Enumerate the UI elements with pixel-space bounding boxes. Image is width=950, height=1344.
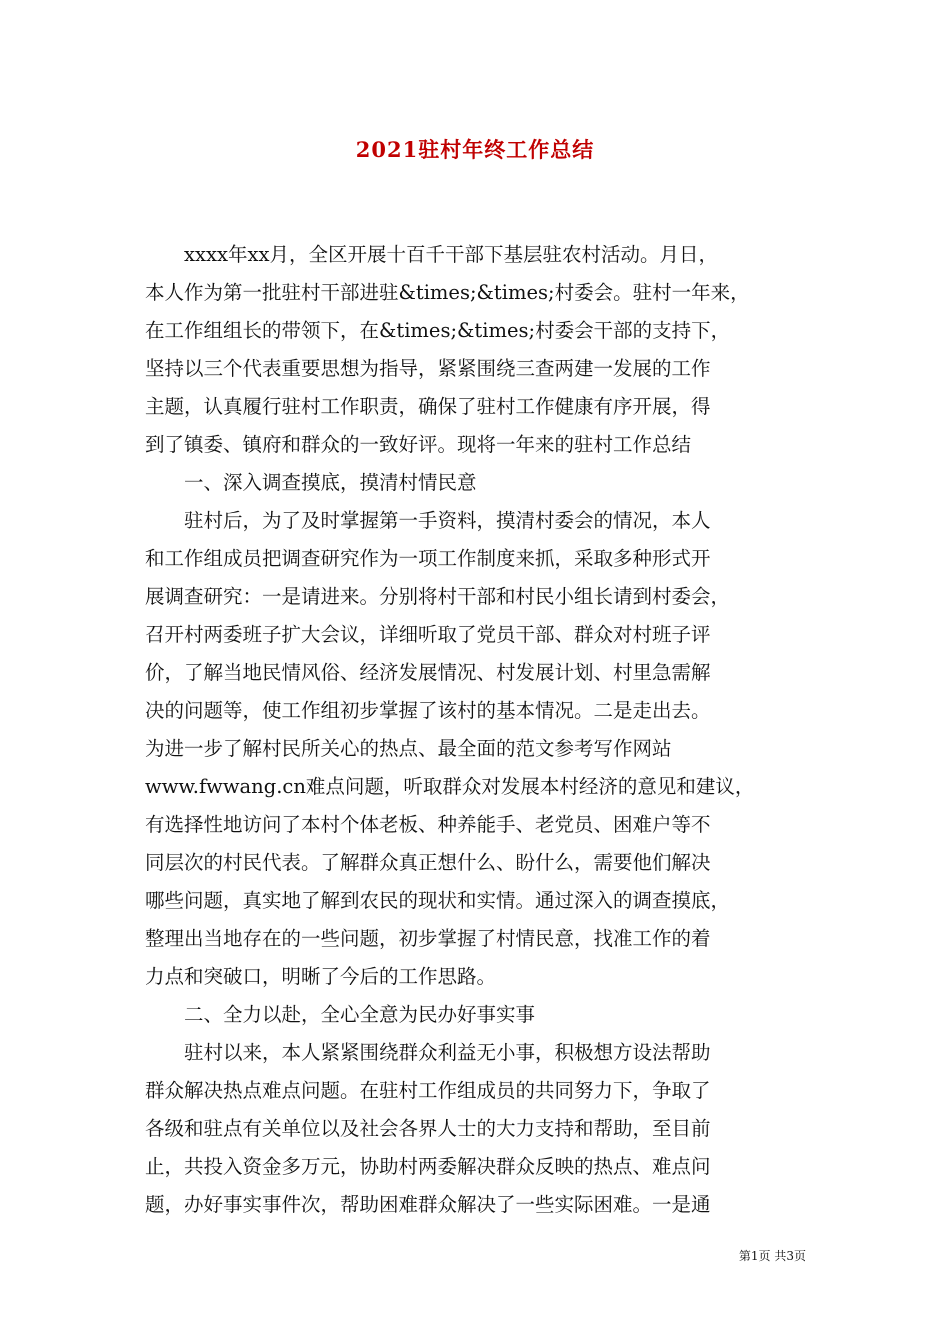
body-line: 坚持以三个代表重要思想为指导，紧紧围绕三查两建一发展的工作 xyxy=(145,357,711,380)
body-line: 价，了解当地民情风俗、经济发展情况、村发展计划、村里急需解 xyxy=(145,661,711,684)
body-line: 驻村以来，本人紧紧围绕群众利益无小事，积极想方设法帮助 xyxy=(145,1041,711,1064)
body-line: 群众解决热点难点问题。在驻村工作组成员的共同努力下，争取了 xyxy=(145,1079,711,1102)
body-line: xxxx年xx月，全区开展十百千干部下基层驻农村活动。月日， xyxy=(145,243,718,266)
body-line: www.fwwang.cn难点问题，听取群众对发展本村经济的意见和建议， xyxy=(145,775,755,798)
body-line: 到了镇委、镇府和群众的一致好评。现将一年来的驻村工作总结 xyxy=(145,433,692,456)
body-line: 同层次的村民代表。了解群众真正想什么、盼什么，需要他们解决 xyxy=(145,851,711,874)
body-line: 决的问题等，使工作组初步掌握了该村的基本情况。二是走出去。 xyxy=(145,699,711,722)
body-line: 本人作为第一批驻村干部进驻&times;&times;村委会。驻村一年来， xyxy=(145,281,750,304)
body-line: 整理出当地存在的一些问题，初步掌握了村情民意，找准工作的着 xyxy=(145,927,711,950)
body-line: 有选择性地访问了本村个体老板、种养能手、老党员、困难户等不 xyxy=(145,813,711,836)
body-line: 展调查研究：一是请进来。分别将村干部和村民小组长请到村委会， xyxy=(145,585,731,608)
body-line: 力点和突破口，明晰了今后的工作思路。 xyxy=(145,965,497,988)
body-line: 和工作组成员把调查研究作为一项工作制度来抓，采取多种形式开 xyxy=(145,547,711,570)
body-line: 在工作组组长的带领下，在&times;&times;村委会干部的支持下， xyxy=(145,319,731,342)
body-line: 各级和驻点有关单位以及社会各界人士的大力支持和帮助，至目前 xyxy=(145,1117,711,1140)
body-line: 主题，认真履行驻村工作职责，确保了驻村工作健康有序开展，得 xyxy=(145,395,711,418)
body-line: 止，共投入资金多万元，协助村两委解决群众反映的热点、难点问 xyxy=(145,1155,711,1178)
section-heading: 二、全力以赴，全心全意为民办好事实事 xyxy=(145,1003,536,1026)
body-line: 驻村后，为了及时掌握第一手资料，摸清村委会的情况，本人 xyxy=(145,509,711,532)
document-title: 2021驻村年终工作总结 xyxy=(355,137,595,162)
body-line: 哪些问题，真实地了解到农民的现状和实情。通过深入的调查摸底， xyxy=(145,889,731,912)
section-heading: 一、深入调查摸底，摸清村情民意 xyxy=(145,471,477,494)
body-line: 为进一步了解村民所关心的热点、最全面的范文参考写作网站 xyxy=(145,737,672,760)
page-number: 第1页 共3页 xyxy=(738,1249,806,1263)
body-line: 题，办好事实事件次，帮助困难群众解决了一些实际困难。一是通 xyxy=(145,1193,711,1216)
document-body xyxy=(145,236,810,1224)
body-line: 召开村两委班子扩大会议，详细听取了党员干部、群众对村班子评 xyxy=(145,623,711,646)
